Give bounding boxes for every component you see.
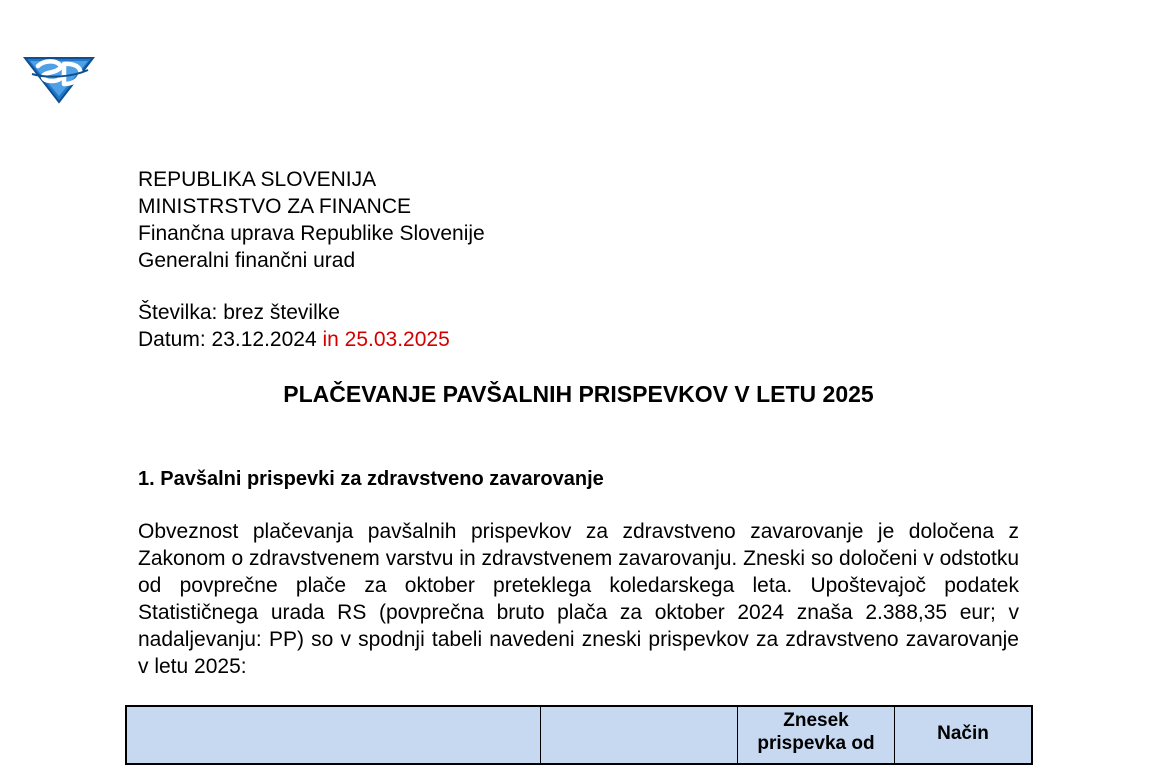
document-date-amended: in 25.03.2025 [322, 328, 450, 351]
contributions-table [125, 705, 1033, 765]
issuer-header [138, 166, 485, 274]
issuer-ministry: MINISTRSTVO ZA FINANCE [138, 195, 412, 218]
fu-logo-icon [22, 48, 96, 104]
document-title: PLAČEVANJE PAVŠALNIH PRISPEVKOV V LETU 2025 [283, 381, 874, 407]
document-meta [138, 299, 450, 353]
issuer-office: Generalni finančni urad [138, 249, 356, 272]
issuer-administration: Finančna uprava Republike Slovenije [138, 222, 485, 245]
section-paragraph: Obveznost plačevanja pavšalnih prispevkov za zdravstveno zavarovanje je določena z Zakonom o zdravstvenem varstvu in zdravstvenem zavarovanju. Zneski so določeni v odstotku od povprečne plače za oktober preteklega koledarskega leta. Upoštevajoč podatek Statističnega urada RS (povprečna bruto plača za oktober 2024 znaša 2.388,35 eur; v nadaljevanju: PP) so v spodnji tabeli navedeni zneski prispevkov za zdravstveno zavarovanje v letu 2025: [138, 520, 1019, 678]
table-column-divider [540, 707, 541, 763]
document-number: Številka: brez številke [138, 301, 340, 324]
table-header-amount: Znesek prispevka od [757, 710, 875, 754]
document-date-original: Datum: 23.12.2024 [138, 328, 317, 351]
issuer-republic: REPUBLIKA SLOVENIJA [138, 168, 377, 191]
document-date [138, 326, 450, 353]
section-heading: 1. Pavšalni prispevki za zdravstveno zavarovanje [138, 468, 604, 490]
table-header-method: Način [937, 723, 989, 744]
